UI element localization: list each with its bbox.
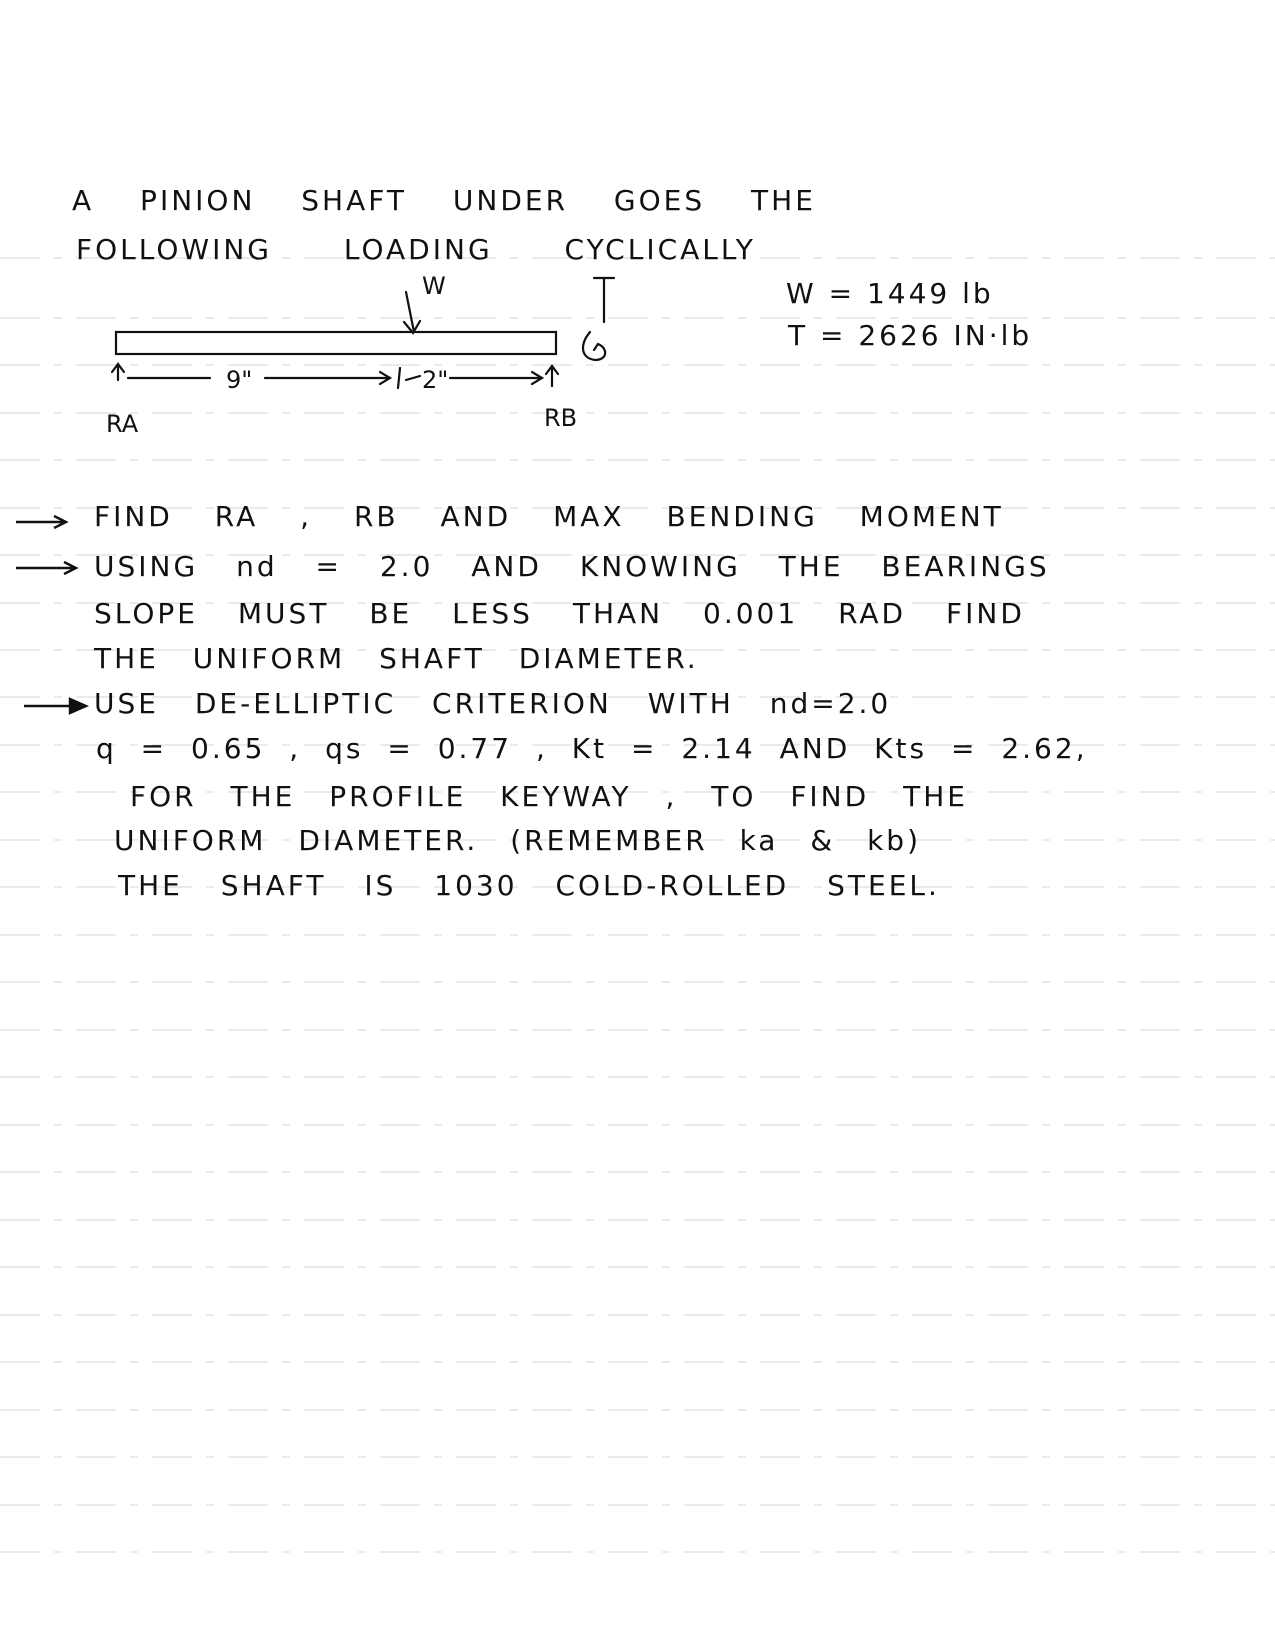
- reaction-a-label: RA: [106, 410, 139, 438]
- torque-curl: [583, 332, 605, 360]
- task-1: FIND RA , RB AND MAX BENDING MOMENT: [94, 500, 1004, 533]
- bullet-arrow-3: [22, 696, 92, 716]
- title-line-1: A PINION SHAFT UNDER GOES THE: [72, 184, 816, 217]
- task-3-line-4: UNIFORM DIAMETER. (REMEMBER ka & kb): [114, 824, 921, 857]
- bullet-arrow-2: [14, 558, 84, 578]
- load-label: W: [422, 272, 446, 300]
- shaft-body: [116, 332, 556, 354]
- given-t: T = 2626 IN·lb: [788, 319, 1033, 352]
- reaction-b-label: RB: [544, 404, 578, 432]
- given-w: W = 1449 lb: [786, 277, 994, 310]
- task-3-line-1: USE DE-ELLIPTIC CRITERION WITH nd=2.0: [94, 687, 892, 720]
- reaction-a-arrow: [112, 364, 124, 380]
- span-a-label: 9": [226, 366, 253, 394]
- task-2-line-3: THE UNIFORM SHAFT DIAMETER.: [94, 642, 699, 675]
- bullet-arrow-1: [14, 512, 74, 532]
- span-b-label: 2": [422, 366, 449, 394]
- task-2-line-1: USING nd = 2.0 AND KNOWING THE BEARINGS: [94, 550, 1050, 583]
- task-3-line-2: q = 0.65 , qs = 0.77 , Kt = 2.14 AND Kts = 2.62,: [96, 732, 1088, 765]
- title-line-2: FOLLOWING LOADING CYCLICALLY: [76, 233, 756, 266]
- shaft-diagram: [100, 272, 660, 462]
- task-2-line-2: SLOPE MUST BE LESS THAN 0.001 RAD FIND: [94, 597, 1025, 630]
- task-3-line-5: THE SHAFT IS 1030 COLD-ROLLED STEEL.: [118, 869, 940, 902]
- reaction-b-arrow: [546, 366, 558, 386]
- task-3-line-3: FOR THE PROFILE KEYWAY , TO FIND THE: [130, 780, 968, 813]
